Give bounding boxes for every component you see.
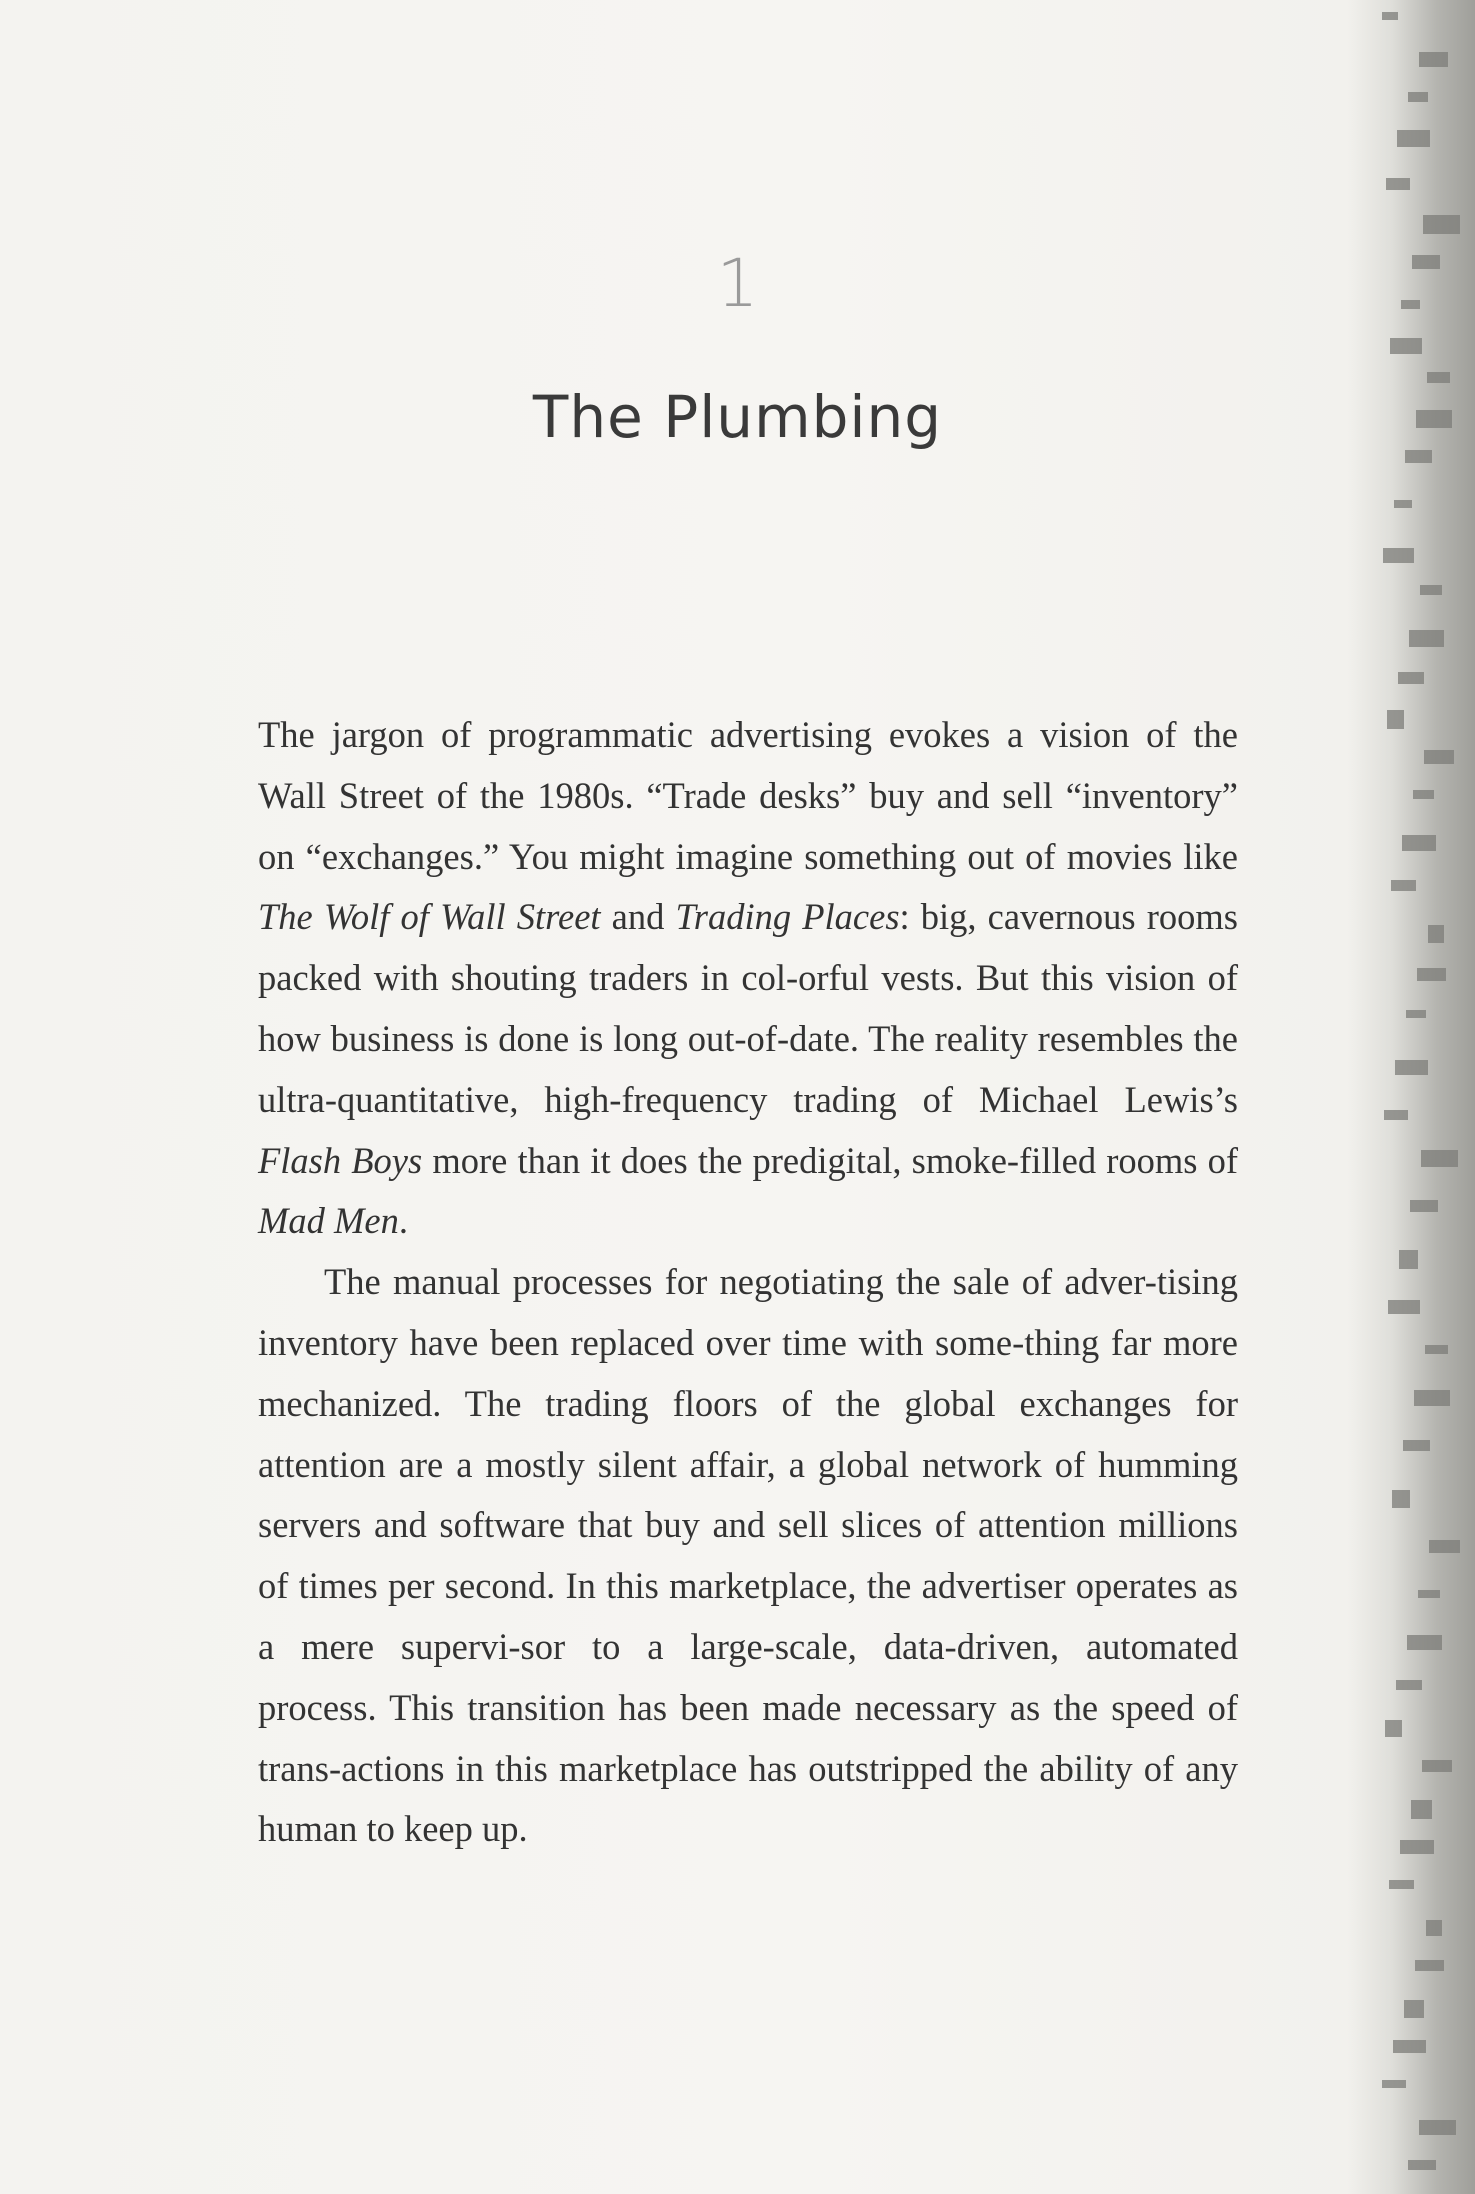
- paragraph-1: [258, 705, 1238, 1252]
- film-title-trading-places: Trading Places: [675, 896, 900, 938]
- scan-artifact-block: [1389, 1880, 1414, 1889]
- scan-artifact-block: [1385, 1720, 1402, 1737]
- scan-artifact-block: [1394, 500, 1412, 508]
- scan-artifact-block: [1392, 1490, 1410, 1508]
- scan-artifact-block: [1418, 1590, 1440, 1598]
- chapter-number: 1: [716, 245, 759, 322]
- show-title-mad-men: Mad Men: [258, 1200, 399, 1242]
- scan-artifact-block: [1395, 1060, 1428, 1075]
- scan-artifact-block: [1426, 1920, 1442, 1936]
- scan-artifact-block: [1403, 1440, 1430, 1451]
- scan-artifact-block: [1390, 338, 1422, 354]
- scan-artifact-block: [1383, 548, 1414, 563]
- scan-artifact-block: [1413, 790, 1434, 799]
- scan-artifact-block: [1420, 585, 1442, 595]
- scan-artifact-block: [1427, 372, 1450, 383]
- scan-artifact-block: [1407, 1635, 1442, 1650]
- paragraph-2: The manual processes for negotiating the sale of adver-tising inventory have been replaced over time with some-thing far more mechanized. The trading floors of the global exchanges for attention are a mostly silent affair, a global network of humming servers and software that buy and sell slices of attention millions of times per second. In this marketplace, the advertiser operates as a mere supervi-sor to a large-scale, data-driven, automated process. This transition has been made necessary as the speed of trans-actions in this marketplace has outstripped the ability of any human to keep up.: [258, 1261, 1238, 1850]
- scan-artifact-block: [1412, 255, 1440, 269]
- scan-artifact-block: [1416, 410, 1452, 428]
- scan-artifact-block: [1405, 450, 1432, 463]
- scan-artifact-block: [1422, 1760, 1452, 1772]
- scan-artifact-block: [1423, 215, 1460, 234]
- film-title-wolf-of-wall-street: The Wolf of Wall Street: [258, 896, 601, 938]
- paragraph-1-text: The jargon of programmatic advertising evokes a vision of the Wall Street of the 1980s. “Trade desks” buy and sell “inventory” on “exchanges.” You might imagine something out of movies like: [258, 714, 1238, 877]
- scan-artifact-block: [1424, 750, 1454, 764]
- scan-artifact-block: [1404, 2000, 1424, 2018]
- scan-artifact-block: [1382, 2080, 1406, 2088]
- scan-artifact-block: [1408, 2160, 1436, 2170]
- scan-artifact-block: [1419, 52, 1448, 67]
- scan-artifact-block: [1399, 1250, 1418, 1269]
- paragraph-1-text: .: [398, 1200, 409, 1242]
- scan-artifact-block: [1428, 925, 1444, 943]
- scan-artifact-block: [1386, 178, 1410, 190]
- paragraph-1-text: : big, cavernous rooms packed with shouting traders in col-orful vests. But this vision of how business is done is long out-of-date. The reality resembles the ultra-quantitative, high-frequency trading of Michael Lewis’s: [258, 896, 1238, 1120]
- scan-artifact-block: [1387, 710, 1404, 729]
- scan-edge-strip: [1347, 0, 1475, 2194]
- chapter-title: The Plumbing: [532, 383, 943, 451]
- scan-artifact-block: [1406, 1010, 1426, 1018]
- scan-artifact-block: [1382, 12, 1398, 20]
- scan-artifact-block: [1417, 968, 1446, 981]
- scan-artifact-block: [1397, 130, 1430, 147]
- scan-artifact-block: [1409, 630, 1444, 647]
- scan-artifact-block: [1401, 300, 1420, 309]
- scan-artifact-block: [1391, 880, 1416, 891]
- paragraph-1-text: and: [600, 896, 676, 938]
- scan-artifact-block: [1388, 1300, 1420, 1314]
- scan-artifact-block: [1400, 1840, 1434, 1854]
- scan-artifact-block: [1414, 1390, 1450, 1406]
- scan-artifact-block: [1410, 1200, 1438, 1212]
- chapter-body: [258, 705, 1238, 1860]
- scan-artifact-block: [1396, 1680, 1422, 1690]
- scan-artifact-block: [1425, 1345, 1448, 1354]
- scan-artifact-block: [1419, 2120, 1456, 2135]
- scan-artifact-block: [1402, 835, 1436, 851]
- scan-artifact-block: [1421, 1150, 1458, 1167]
- book-title-flash-boys: Flash Boys: [258, 1139, 423, 1181]
- scan-artifact-block: [1415, 1960, 1444, 1971]
- scan-artifact-block: [1429, 1540, 1460, 1553]
- scan-artifact-block: [1398, 672, 1424, 684]
- scan-artifact-block: [1384, 1110, 1408, 1120]
- scan-artifact-block: [1408, 92, 1428, 102]
- paragraph-1-text: more than it does the predigital, smoke-filled rooms of: [422, 1139, 1239, 1181]
- scan-artifact-block: [1393, 2040, 1426, 2053]
- scan-artifact-block: [1411, 1800, 1432, 1819]
